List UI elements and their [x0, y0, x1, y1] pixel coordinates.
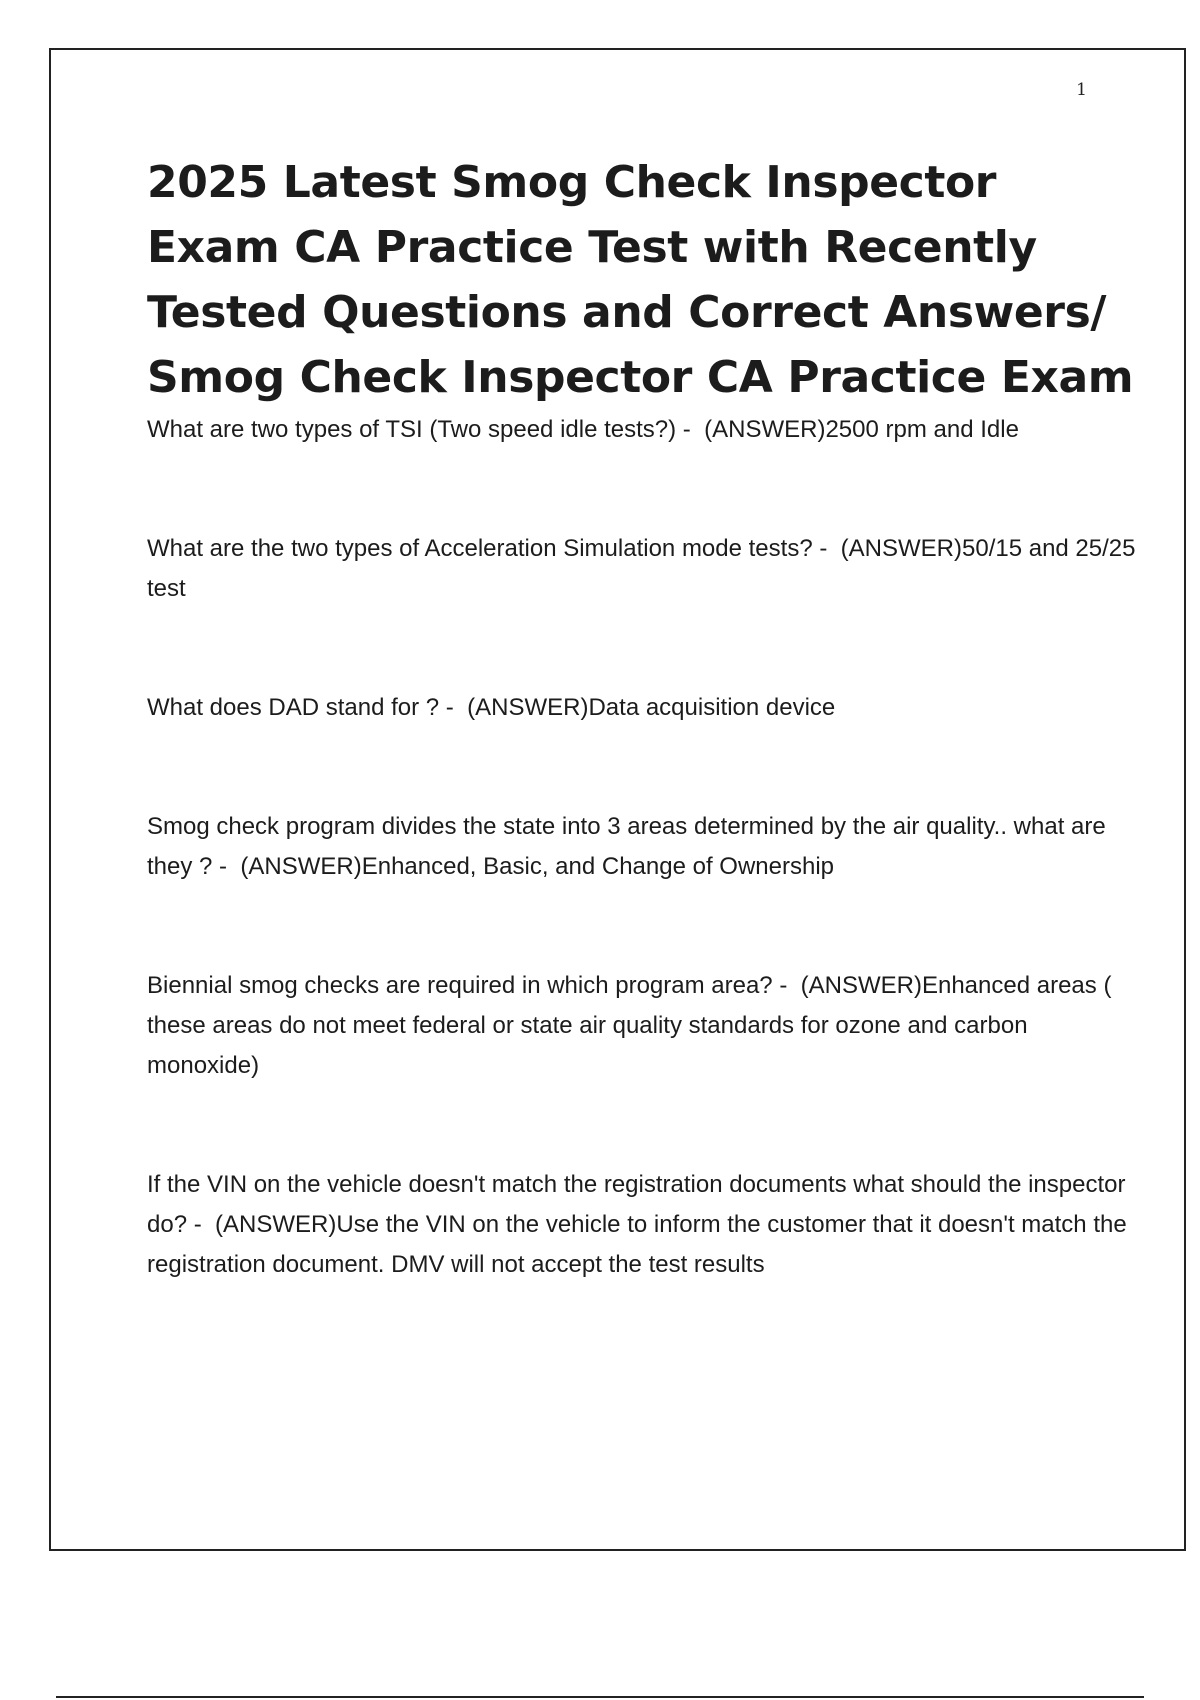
question-text: If the VIN on the vehicle doesn't match the registration documents what should the inspector do?	[147, 1171, 1126, 1238]
answer-text: (ANSWER)Data acquisition device	[467, 694, 836, 721]
qa-separator: -	[772, 972, 801, 999]
qa-separator: -	[812, 535, 841, 562]
qa-list	[147, 410, 1142, 1285]
page-number: 1	[1076, 80, 1087, 100]
answer-text: (ANSWER)Enhanced, Basic, and Change of Ownership	[240, 853, 835, 880]
qa-separator: -	[212, 853, 241, 880]
qa-separator: -	[187, 1211, 216, 1238]
qa-separator: -	[439, 694, 468, 721]
page-bottom-divider	[56, 1696, 1144, 1698]
document-title: 2025 Latest Smog Check Inspector Exam CA Practice Test with Recently Tested Questions and Correct Answers/ Smog Check Inspector CA Practice Exam	[147, 157, 1134, 403]
qa-item	[147, 688, 1142, 728]
question-text: What are two types of TSI (Two speed idle tests?)	[147, 416, 677, 443]
page-content	[147, 150, 1142, 1285]
question-text: Biennial smog checks are required in which program area?	[147, 972, 773, 999]
qa-separator: -	[676, 416, 705, 443]
qa-item	[147, 966, 1142, 1086]
qa-item	[147, 1165, 1142, 1285]
qa-item	[147, 807, 1142, 887]
question-text: Smog check program divides the state into 3 areas determined by the air quality.. what are they ?	[147, 813, 1106, 880]
answer-text: (ANSWER)Enhanced areas ( these areas do not meet federal or state air quality standards for ozone and carbon monoxide)	[147, 972, 1112, 1079]
question-text: What does DAD stand for ?	[147, 694, 440, 721]
answer-text: (ANSWER)Use the VIN on the vehicle to inform the customer that it doesn't match the registration document. DMV will not accept the test results	[147, 1211, 1127, 1278]
answer-text: (ANSWER)2500 rpm and Idle	[704, 416, 1019, 443]
document-page	[49, 48, 1186, 1551]
qa-item	[147, 410, 1142, 450]
question-text: What are the two types of Acceleration Simulation mode tests?	[147, 535, 813, 562]
answer-text: (ANSWER)50/15 and 25/25 test	[147, 535, 1136, 602]
qa-item	[147, 529, 1142, 609]
